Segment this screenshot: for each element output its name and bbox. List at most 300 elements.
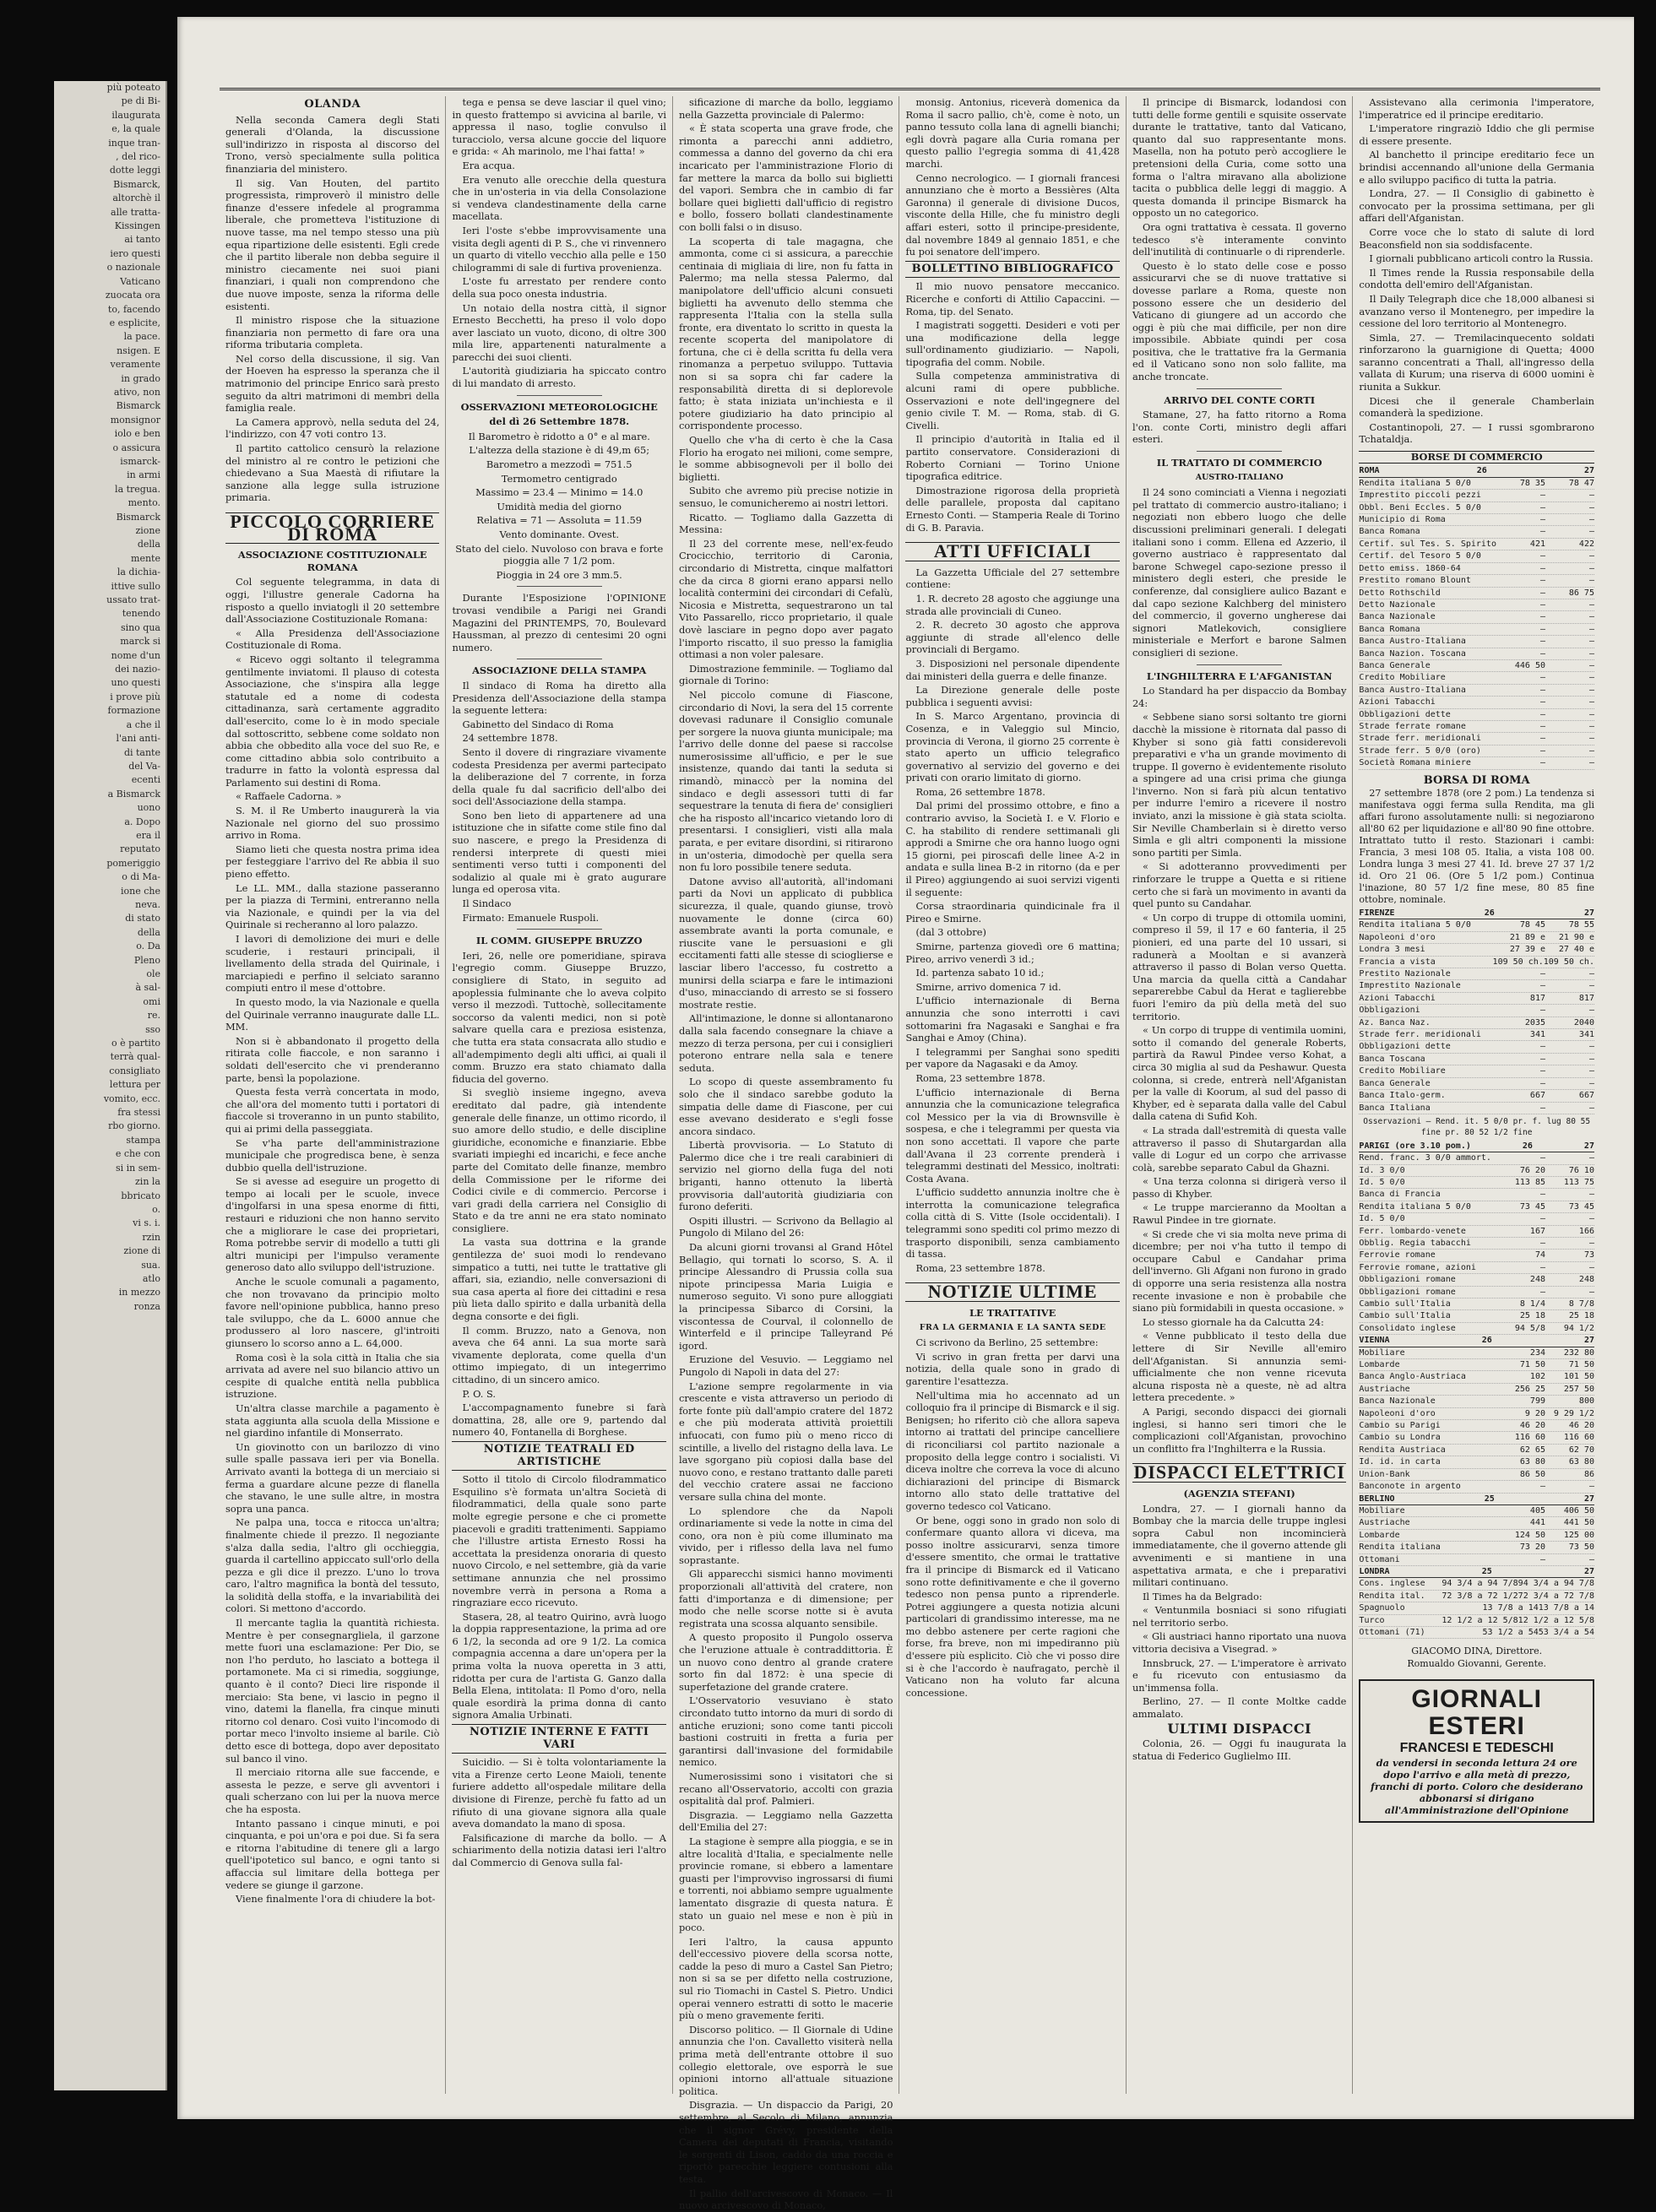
- previous-page-line: a che il: [126, 718, 160, 730]
- article-paragraph: Barometro a mezzodì = 751.5: [486, 458, 633, 471]
- article-paragraph: Londra, 27. — Il Consiglio di gabinetto è convocato per la prossima settimana, per gli affari dell'Afganistan.: [1359, 187, 1594, 225]
- article-paragraph: Col seguente telegramma, in data di oggi, l'illustre generale Cadorna ha risposto a quello inviatogli il 20 settembre dall'Associazione Costituzionale Romana:: [225, 576, 440, 626]
- market-quote: —: [1539, 969, 1545, 979]
- article-paragraph: « Un corpo di truppe di ventimila uomini, sotto il comando del generale Roberts, partirà da Rawul Pindee verso Kohat, a circa 30 miglia al sud da Peshawur. Questa colonna, si crede, entrerà nell'Afganistan per la valle di Koorum, al sud del passo di Khyber, ed è separata dalla valle del Cabul dalla catena di Sufid Koh.: [1132, 1024, 1347, 1123]
- market-header-cell: LONDRA: [1359, 1566, 1390, 1576]
- market-quote: —: [1588, 576, 1594, 586]
- market-quote: —: [1588, 624, 1594, 634]
- article-paragraph: Il mio nuovo pensatore meccanico. Ricerche e conforti di Attilio Capaccini. — Roma, tip. del Senato.: [905, 280, 1120, 317]
- market-table-row: [1359, 1226, 1594, 1238]
- market-quote: 73 20: [1519, 1542, 1545, 1553]
- article-paragraph: 2. R. decreto 30 agosto che approva aggiunte di strade all'elenco delle provinciali di Bergamo.: [905, 619, 1120, 656]
- market-quote: 94 3/4 a 94 7/8: [1518, 1579, 1594, 1589]
- market-table-row: [1359, 575, 1594, 587]
- market-security-name: Banca Generale: [1359, 1078, 1431, 1088]
- previous-page-line: bbricato: [121, 1190, 160, 1201]
- market-quote: 8 7/8: [1568, 1299, 1594, 1309]
- market-table-row: [1359, 611, 1594, 623]
- previous-page-line: monsignor: [110, 414, 160, 426]
- previous-page-line: in armi: [127, 469, 160, 481]
- market-quote: —: [1588, 1103, 1594, 1113]
- director-name: GIACOMO DINA, Direttore.: [1411, 1645, 1543, 1657]
- article-paragraph: Roma, 26 settembre 1878.: [915, 785, 1045, 798]
- market-table-row: [1359, 1384, 1594, 1396]
- market-table-berlino: [1359, 1494, 1594, 1566]
- market-table-row: [1359, 685, 1594, 697]
- market-header-cell: 27: [1583, 466, 1594, 476]
- article-paragraph: Dicesi che il generale Chamberlain comanderà la spedizione.: [1359, 394, 1594, 420]
- cronaca-article: [452, 96, 665, 390]
- market-table-row: [1359, 1262, 1594, 1274]
- article-paragraph: « Raffaele Cadorna. »: [236, 790, 342, 803]
- market-quote: —: [1588, 697, 1594, 708]
- market-quote: —: [1588, 1153, 1594, 1163]
- article-paragraph: Datone avviso all'autorità, all'indomani parti da Novi un applicato di pubblica sicurezza, il quale, quando giunse, trovò nuovamente le donne (circa 60) assembrate avanti la porta comunale, e riuscite vane le persuasioni e gli eccitamenti fatti alle stesse di scioglierse e lasciar libero l'accesso, fu costretto a munirsi della sciarpa e fare le intimazioni d'uso, minacciando di arresto se si fossero mostrate restie.: [678, 875, 893, 1011]
- article-paragraph: Il principe di Bismarck, lodandosi con tutti delle forme gentili e squisite osservate durante le trattative, tanto dal Vaticano, quanto dal suo rappresentante mons. Masella, non ha potuto però accogliere le pretensioni della Curia, come sotto una forma o l'altra miravano alla abolizione tacita o pubblica delle leggi di maggio. A questa domanda il principe Bismarck ha opposto un no categorico.: [1132, 96, 1347, 220]
- market-quote: —: [1539, 685, 1545, 695]
- previous-page-line: o assicura: [112, 442, 160, 453]
- market-security-name: Id. 5 0/0: [1359, 1214, 1405, 1224]
- previous-page-line: Vaticano: [120, 275, 160, 287]
- previous-page-line: formazione: [107, 705, 160, 717]
- market-table-row: [1359, 1287, 1594, 1298]
- article-paragraph: L'oste fu arrestato per rendere conto della sua poco onesta industria.: [452, 275, 666, 300]
- previous-page-line: fra stessi: [117, 1107, 160, 1119]
- market-quote: —: [1588, 1554, 1594, 1564]
- market-security-name: Obbligazioni romane: [1359, 1287, 1456, 1297]
- market-security-name: Obbligazioni romane: [1359, 1275, 1456, 1285]
- article-paragraph: « La strada dall'estremità di questa valle attraverso il passo di Shutargardan alla valle di Logur ed un corpo che arrivasse colà, sarebbe separato Cabul da Ghazni.: [1132, 1124, 1347, 1174]
- market-quote: —: [1539, 1482, 1545, 1492]
- market-quote: 63 80: [1568, 1457, 1594, 1467]
- article-paragraph: 3. Disposizioni nel personale dipendente dai ministeri della guerra e delle finanze.: [905, 657, 1120, 682]
- column-4: [899, 96, 1125, 2094]
- market-table-row: [1359, 1554, 1594, 1566]
- atti-ufficiali-article: [905, 567, 1119, 1275]
- market-quote: 817: [1578, 993, 1594, 1003]
- article-paragraph: Dimostrazione rigorosa della proprietà delle parallele, proposta dal capitano Ernesto Conti. — Stamperia Reale di Torino di G. B. Paravia.: [905, 484, 1120, 534]
- previous-page-line: o di Ma-: [122, 871, 160, 883]
- previous-page-line: iero questi: [110, 247, 160, 259]
- market-quote: 101 50: [1563, 1372, 1594, 1382]
- market-header-cell: VIENNA: [1359, 1336, 1390, 1346]
- market-quote: —: [1588, 1238, 1594, 1248]
- market-security-name: Credito Mobiliare: [1359, 673, 1446, 683]
- article-paragraph: Il Barometro è ridotto a 0° e al mare.: [468, 430, 650, 442]
- market-quote: —: [1588, 1066, 1594, 1076]
- market-quote: —: [1539, 648, 1545, 659]
- previous-page-line: re.: [147, 1010, 160, 1022]
- market-security-name: Austriache: [1359, 1384, 1410, 1394]
- market-quote: —: [1539, 1238, 1545, 1248]
- market-security-name: Certif. del Tesoro 5 0/0: [1359, 551, 1481, 561]
- article-paragraph: Il Daily Telegraph dice che 18,000 albanesi si avanzano verso il Montenegro, per impedire la cessione del loro territorio al Montenegro.: [1359, 292, 1594, 330]
- market-quote: —: [1588, 1042, 1594, 1052]
- masthead-signature: [1359, 1645, 1594, 1670]
- market-quote: —: [1588, 685, 1594, 695]
- previous-page-line: a Bismarck: [107, 788, 160, 800]
- previous-page-line: ai tanto: [124, 234, 160, 246]
- market-quote: 116 60: [1563, 1433, 1594, 1443]
- separator: [1197, 388, 1282, 389]
- previous-page-line: a. Dopo: [124, 816, 160, 827]
- article-paragraph: Corre voce che lo stato di salute di lord Beaconsfield non sia soddisfacente.: [1359, 225, 1594, 251]
- manager-name: Romualdo Giovanni, Gerente.: [1407, 1657, 1547, 1669]
- market-security-name: Id. 3 0/0: [1359, 1165, 1405, 1175]
- article-paragraph: « Le truppe marcieranno da Mooltan a Rawul Pindee in tre giornate.: [1132, 1201, 1347, 1227]
- article-paragraph: Sono ben lieto di appartenere ad una istituzione che in sifatte come stile fino dal suo nascere, e prego la Presidenza di rendersi interprete di questi miei sentimenti verso tutti i componenti del sodalizio al quale mi è grato augurare lunga ed operosa vita.: [452, 809, 666, 896]
- market-header-cell: 26: [1476, 466, 1487, 476]
- market-table-row: [1359, 478, 1594, 490]
- market-table-row: [1359, 1481, 1594, 1493]
- previous-page-line: la tregua.: [115, 483, 160, 495]
- market-table-roma: [1359, 465, 1594, 769]
- market-table-row: [1359, 1189, 1594, 1201]
- article-paragraph: Dimostrazione femminile. — Togliamo dal giornale di Torino:: [678, 662, 893, 687]
- market-table-firenze: [1359, 908, 1594, 1114]
- market-security-name: Strade ferr. meridionali: [1359, 734, 1481, 744]
- market-quote: —: [1539, 745, 1545, 756]
- market-table-header: [1359, 1141, 1594, 1152]
- market-header-cell: BERLINO: [1359, 1494, 1395, 1504]
- previous-page-line: ussato trat-: [106, 594, 160, 606]
- article-paragraph: La Camera approvò, nella seduta del 24, l'indirizzo, con 47 voti contro 13.: [225, 415, 440, 441]
- market-table-row: [1359, 1408, 1594, 1420]
- market-quote: —: [1539, 1103, 1545, 1113]
- market-table-row: [1359, 514, 1594, 526]
- article-paragraph: Roma così è la sola città in Italia che sia arrivata ad avere nel suo bilancio attivo un cespite di qualche entità nella pubblica istruzione.: [225, 1351, 440, 1401]
- previous-page-line: in mezzo: [118, 1287, 160, 1298]
- previous-page-line: i prove più: [110, 691, 160, 702]
- article-paragraph: La scoperta di tale magagna, che ammonta, come ci si assicura, a parecchie centinaia di migliaia di lire, non fu fatta in Palermo; ma nella stessa Palermo, dal manipolatore dell'ufficio alcuni consueti biglietti ha avvenuto dello stemma che rappresenta l'Italia con la stella sulla fronte, era diventato lo scritto in questa la recente scoperta del manipolatore di fortuna, che ci è della scritta fu della vera rinomanza a perpetuo sviluppo. Tuttavia non si sa sopra chi far cadere la responsabilità diretta di si deplorevole fatto; è stata iniziata un'inchiesta e il potere giudiziario ha dato principio al corrispondente processo.: [678, 235, 893, 432]
- article-paragraph: Ieri l'oste s'ebbe improvvisamente una visita degli agenti di P. S., che vi rinvennero un quarto di vitello vecchio alla pelle e 150 chilogrammi di sale di furtiva provenienza.: [452, 224, 666, 274]
- column-1: [220, 96, 445, 2094]
- article-paragraph: Il partito cattolico censurò la relazione del ministro al re contro le petizioni che chiedevano a Sua Maestà di rifiutare la sanzione alla legge sulla istruzione primaria.: [225, 442, 440, 504]
- market-table-row: [1359, 1238, 1594, 1250]
- article-paragraph: « Un corpo di truppe di ottomila uomini, compreso il 59, il 17 e 60 fanteria, il 25 pionieri, ed una parte del 10 ussari, si radunerà a Mooltan e si avanzerà attraverso il passo di Bolan verso Quetta. Una marcia da quella città a Candahar separerebbe Cabul da Herat e taglierebbe fuori l'emiro da più della metà del suo territorio.: [1132, 911, 1347, 1022]
- dispacci-continued: [1359, 96, 1594, 446]
- previous-page-line: atlo: [142, 1272, 160, 1284]
- article-paragraph: I lavori di demolizione dei muri e delle scuderie, i restauri principali, il livellamento della strada del Quirinale, i marciapiedi e perfino il selciato saranno compiuti entro il mese d'ottobre.: [225, 933, 440, 995]
- market-quote: 76 20: [1519, 1165, 1545, 1175]
- section-title-meteo: OSSERVAZIONI METEOROLOGICHE: [460, 400, 658, 413]
- article-paragraph: Ne palpa una, tocca e ritocca un'altra; finalmente chiede il prezzo. Il negoziante s'alza dalla sedia, l'altro gli occhieggia, guarda il cartellino appiccato sull'orlo della pezza e gli dice il prezzo. L'uno lo trova caro, l'altro magnifica la bontà del tessuto, la solidità della stoffa, e la invariabilità dei colori. Si mettono d'accordo.: [225, 1516, 440, 1615]
- market-table-row: [1359, 1456, 1594, 1468]
- article-paragraph: Se si avesse ad eseguire un progetto di tempo ai locali per le scuole, invece d'ingolfarsi in una spesa enorme di fitti, restauri e riduzioni che non hanno servito che a migliorare le case dei proprietari, Roma potrebbe servir di modello a tutti gli altri municipi per l'impulso veramente generoso dato allo sviluppo dell'istruzione.: [225, 1175, 440, 1274]
- previous-page-line: tenendo: [122, 608, 160, 620]
- market-security-name: Rendita italiana: [1359, 1542, 1441, 1553]
- market-quote: 667: [1578, 1091, 1594, 1101]
- column-3: [672, 96, 899, 2212]
- previous-page-line: di stato: [125, 913, 160, 924]
- market-table-row: [1359, 588, 1594, 599]
- market-quote: —: [1539, 734, 1545, 744]
- market-quote: —: [1588, 981, 1594, 991]
- previous-page-line: terrà qual-: [110, 1051, 160, 1063]
- previous-page-edge: [54, 81, 167, 2090]
- previous-page-line: ronza: [133, 1300, 160, 1312]
- market-security-name: Rendita Austriaca: [1359, 1445, 1446, 1455]
- previous-page-line: dotte leggi: [109, 165, 160, 176]
- market-quote: 341: [1529, 1030, 1545, 1040]
- market-security-name: Detto Nazionale: [1359, 599, 1436, 610]
- previous-page-line: lettura per: [109, 1079, 160, 1091]
- market-quote: 78 47: [1568, 478, 1594, 488]
- advertisement-giornali-esteri: [1359, 1679, 1594, 1824]
- article-paragraph: Libertà provvisoria. — Lo Statuto di Palermo dice che i tre reali carabinieri di servizio nel giorno della fuga del noti briganti, hanno ottenuto la libertà provvisoria dall'autorità giudiziaria con furono deferiti.: [678, 1139, 893, 1213]
- afganistan-article: [1132, 685, 1346, 1455]
- market-table-row: [1359, 1201, 1594, 1213]
- market-security-name: Ferrovie romane, azioni: [1359, 1262, 1476, 1272]
- previous-page-line: del Va-: [128, 760, 160, 772]
- piccolo-corriere-article: [225, 576, 439, 1905]
- trattato-subtitle: AUSTRO-ITALIANO: [1195, 472, 1284, 482]
- trattative-article: [905, 1336, 1119, 1699]
- market-header-cell: 27: [1583, 1141, 1594, 1151]
- article-paragraph: « Venne pubblicato il testo della due lettere di Sir Neville all'emiro dell'Afganistan. Si annunzia semi-ufficialmente che non venne ricevuta alcuna risposta nè a queste, nè ad altra lettera precedente. »: [1132, 1330, 1347, 1404]
- article-paragraph: Sulla competenza amministrativa di alcuni rami di opere pubbliche. Osservazioni e note dell'ingegnere del genio civile T. M. — Roma, stab. di G. Civelli.: [905, 370, 1120, 431]
- previous-page-line: e che con: [115, 1148, 160, 1160]
- market-security-name: Banca Austro-Italiana: [1359, 685, 1466, 695]
- previous-page-line: mente: [131, 552, 160, 564]
- article-paragraph: Il comm. Bruzzo, nato a Genova, non aveva che 64 anni. La sua morte sarà vivamente deplorata, come quella d'un ottimo impiegato, di un integerrimo cittadino, di un sincero amico.: [452, 1324, 666, 1385]
- market-security-name: Rendita italiana 5 0/0: [1359, 478, 1471, 488]
- article-paragraph: Massimo = 23.4 — Minimo = 14.0: [475, 486, 643, 499]
- market-table-row: [1359, 1165, 1594, 1177]
- previous-page-line: Pleno: [133, 954, 160, 966]
- article-paragraph: Londra, 27. — I giornali hanno da Bombay che la marcia delle truppe inglesi sopra Cabul non incomincierà immediatamente, che il governo attende gli avvenimenti e si mantiene in una aspettativa armata, e che i preparativi militari continuano.: [1132, 1502, 1347, 1589]
- separator: [1197, 664, 1282, 665]
- market-security-name: Lombarde: [1359, 1530, 1400, 1540]
- market-quote: 63 80: [1519, 1457, 1545, 1467]
- market-quote: 21 90 e: [1558, 932, 1594, 942]
- market-table-row: [1359, 648, 1594, 660]
- market-header-cell: 26: [1484, 908, 1495, 918]
- market-security-name: Azioni Tabacchi: [1359, 697, 1436, 708]
- market-quote: —: [1588, 660, 1594, 670]
- article-paragraph: L'autorità giudiziaria ha spiccato contro di lui mandato di arresto.: [452, 365, 666, 390]
- previous-page-line: à sal-: [135, 982, 160, 994]
- market-table-row: [1359, 919, 1594, 931]
- market-quote: 405: [1529, 1505, 1545, 1515]
- ultimi-dispacci-article: Colonia, 26. — Oggi fu inaugurata la statua di Federico Guglielmo III.: [1132, 1738, 1347, 1762]
- market-quote: —: [1539, 1066, 1545, 1076]
- market-security-name: Azioni Tabacchi: [1359, 993, 1436, 1003]
- market-quote: —: [1539, 673, 1545, 683]
- article-paragraph: L'Osservatorio vesuviano è stato circondato tutto intorno da muri di sordo di antiche eruzioni; sono come tanti piccoli bastioni costruiti in fretta a furia per garantirsi dall'invasione del formidabile nemico.: [678, 1694, 893, 1769]
- previous-page-line: la pace.: [123, 331, 160, 343]
- market-quote: 799: [1529, 1396, 1545, 1407]
- market-table-row: [1359, 1177, 1594, 1189]
- market-security-name: Detto Rothschild: [1359, 588, 1441, 598]
- article-paragraph: La vasta sua dottrina e la grande gentilezza de' suoi modi lo rendevano simpatico a tutti, nei tutte le trattative gli affari, sia, eziandio, nelle conversazioni di sua casa aperta al fiore dei cittadini e resa più lieta dallo spirito e dalla urbanità della degna consorte e dei figli.: [452, 1236, 666, 1323]
- separator: [517, 586, 602, 587]
- article-paragraph: Il sindaco di Roma ha diretto alla Presidenza dell'Associazione della stampa la seguente lettera:: [452, 679, 666, 717]
- market-security-name: Imprestito piccoli pezzi: [1359, 491, 1481, 501]
- olanda-article: [225, 114, 439, 504]
- market-security-name: Spagnuolo: [1359, 1603, 1405, 1613]
- market-quote: 78 45: [1519, 920, 1545, 930]
- market-quote: 46 20: [1568, 1421, 1594, 1431]
- previous-page-line: pe di Bi-: [121, 95, 160, 107]
- market-header-cell: 25: [1481, 1566, 1492, 1576]
- market-security-name: Strade ferrate romane: [1359, 721, 1466, 731]
- market-quote: —: [1539, 1287, 1545, 1297]
- market-quote: —: [1588, 1482, 1594, 1492]
- previous-page-line: ativo, non: [113, 386, 160, 398]
- market-quote: —: [1539, 1214, 1545, 1224]
- header-rule: [220, 88, 1600, 94]
- market-quote: —: [1588, 1054, 1594, 1064]
- previous-page-line: nome d'un: [111, 649, 160, 661]
- market-table-row: [1359, 1090, 1594, 1102]
- article-paragraph: Lo stesso giornale ha da Calcutta 24:: [1142, 1315, 1324, 1328]
- market-security-name: Obblig. Regia tabacchi: [1359, 1238, 1471, 1248]
- market-quote: 73 45: [1568, 1201, 1594, 1212]
- market-quote: —: [1588, 612, 1594, 622]
- article-paragraph: Roma, 23 settembre 1878.: [915, 1071, 1045, 1084]
- previous-page-line: veramente: [110, 359, 160, 371]
- market-quote: 76 10: [1568, 1165, 1594, 1175]
- article-paragraph: Simla, 27. — Tremilacinquecento soldati rinforzarono la guarnigione di Quetta; 4000 saranno concentrati a Thall, all'ingresso della vallata di Kurum; una riserva di 6000 uomini è riunita a Sukkur.: [1359, 331, 1594, 393]
- market-quote: —: [1588, 734, 1594, 744]
- market-quote: 667: [1529, 1091, 1545, 1101]
- bruzzo-article: [452, 950, 665, 1439]
- article-paragraph: Intanto passano i cinque minuti, e poi cinquanta, e poi un'ora e poi due. Si fa sera e ritorna l'abitudine di tenere gli a largo quell'ipotetico sul banco, e ogni tanto si affaccia sul limitare della bottega per vedere se giunge il garzone.: [225, 1817, 440, 1891]
- market-quote: 441 50: [1563, 1518, 1594, 1528]
- market-quote: 73: [1583, 1250, 1594, 1261]
- market-security-name: Detto emiss. 1860-64: [1359, 563, 1461, 573]
- previous-page-line: vi s. i.: [133, 1217, 160, 1229]
- trattative-continued: [1132, 96, 1346, 383]
- market-header-cell: FIRENZE: [1359, 908, 1395, 918]
- market-quote: 441: [1529, 1518, 1545, 1528]
- separator: [517, 395, 602, 396]
- market-table-row: [1359, 1347, 1594, 1359]
- previous-page-line: Bismarck: [116, 400, 160, 412]
- section-title-stampa: ASSOCIAZIONE DELLA STAMPA: [472, 664, 647, 677]
- market-security-name: Ferr. lombardo-venete: [1359, 1226, 1466, 1236]
- meteo-lines: [452, 431, 665, 582]
- previous-page-line: stampa: [126, 1134, 160, 1146]
- market-table-row: [1359, 599, 1594, 611]
- market-quote: —: [1588, 1287, 1594, 1297]
- trattato-article: Il 24 sono cominciati a Vienna i negoziati pel trattato di commercio austro-italiano; i negoziati non ebbero luogo che delle discussioni preliminari generali. I delegati italiani sono i comm. Ellena ed Azzerio, il governo austriaco è rappresentato dal barone Schwegel capo-sezione presso il ministero degli esteri, che preside le conferenze, dal consigliere aulico Bazant e dal capo sezione Kalchberg del ministero del commercio, il governo ungherese dai signori Matlekovich, consigliere ministeriale e Merfort e barone Salmen consiglieri di sezione.: [1132, 486, 1347, 659]
- market-table-row: [1359, 993, 1594, 1005]
- market-header-cell: 26: [1481, 1336, 1492, 1346]
- article-paragraph: L'azione sempre regolarmente in via crescente e vista attraverso un periodo di forte fonte più dall'ampio cratere del 1872 e che più moderata attività proiettili infuocati, con fumo più o meno ricco di scintille, a livello del ristagno della lava. Le lave sgorgano più copiosi dalla base del nuovo cono, e restano trattanto dalle pareti del vecchio cratere assai ne facciono versare sulla china del monte.: [678, 1380, 893, 1503]
- article-paragraph: Smirne, arrivo domenica 7 id.: [915, 980, 1061, 993]
- article-paragraph: L'accompagnamento funebre si farà domattina, 28, alle ore 9, partendo dal numero 40, Fontanella di Borghese.: [452, 1401, 666, 1439]
- market-quote: —: [1588, 1078, 1594, 1088]
- market-quote: —: [1539, 721, 1545, 731]
- section-title-olanda: OLANDA: [304, 98, 361, 111]
- market-security-name: Strade ferr. meridionali: [1359, 1030, 1481, 1040]
- article-paragraph: Id. partenza sabato 10 id.;: [915, 967, 1045, 979]
- previous-page-line: inque tran-: [108, 137, 160, 149]
- article-paragraph: Al banchetto il principe ereditario fece un brindisi accennando all'unione della Germania e allo sviluppo pacifico di tutta la patria.: [1359, 149, 1594, 186]
- market-security-name: Austriache: [1359, 1518, 1410, 1528]
- article-paragraph: « Sebbene siano sorsi soltanto tre giorni dacchè la missione è ritornata dal passo di Khyber si sono già fatti considerevoli preparativi e v'ha un grande movimento di truppe. Il governo è evidentemente risoluto a spingere ad una crisi prima che giunga l'inverno. Non si farà più alcun tentativo per indurre l'emiro a ricevere il nostro inviato, anzi la missione è già stata sciolta. Sir Neville Chamberlain si è diretto verso Simla e gli altri componenti la missione sono partiti per Simla.: [1132, 711, 1347, 859]
- article-paragraph: Eruzione del Vesuvio. — Leggiamo nel Pungolo di Napoli in data del 27:: [678, 1353, 893, 1378]
- previous-page-text: [54, 81, 166, 1314]
- market-quote: —: [1539, 1190, 1545, 1200]
- market-quote: 256 25: [1514, 1384, 1545, 1394]
- market-security-name: Turco: [1359, 1615, 1385, 1625]
- market-quote: 113 85: [1514, 1177, 1545, 1187]
- previous-page-line: sso: [145, 1023, 160, 1035]
- market-security-name: Prestito romano Blount: [1359, 576, 1471, 586]
- market-quote: 25 18: [1519, 1311, 1545, 1321]
- article-paragraph: L'altezza della stazione è di 49,m 65;: [469, 444, 650, 457]
- article-paragraph: Ospiti illustri. — Scrivono da Bellagio al Pungolo di Milano del 26:: [678, 1214, 893, 1239]
- article-paragraph: Quello che v'ha di certo è che la Casa Florio ha erogato nei milioni, come sempre, le somme abbisognevoli per il bollo dei biglietti.: [678, 434, 893, 483]
- article-paragraph: Numerosissimi sono i visitatori che si recano all'Osservatorio, accolti con grazia ospitalità dal prof. Palmieri.: [678, 1770, 893, 1808]
- article-paragraph: Gabinetto del Sindaco di Roma: [462, 718, 614, 730]
- market-security-name: Lombarde: [1359, 1360, 1400, 1370]
- article-paragraph: Il Times ha da Belgrado:: [1142, 1590, 1262, 1602]
- market-quote: 248: [1578, 1275, 1594, 1285]
- market-quote: —: [1539, 576, 1545, 586]
- article-paragraph: In S. Marco Argentano, provincia di Cosenza, e in Valeggio sul Mincio, provincia di Verona, il giorno 25 corrente è stato aperto un ufficio telegrafico governativo al servizio del governo e dei privati con orario limitato di giorno.: [905, 710, 1120, 784]
- article-paragraph: Il principio d'autorità in Italia ed il partito conservatore. Considerazioni di Roberto Corniani — Torino Unione tipografica editrice.: [905, 433, 1120, 483]
- previous-page-line: pomeriggio: [106, 857, 160, 869]
- article-paragraph: Questa festa verrà concertata in modo, che all'ora del momento tutti i portatori di fiaccole si troveranno in un punto stabilito, qui ai primi della passeggiata.: [225, 1086, 440, 1135]
- article-paragraph: Discorso politico. — Il Giornale di Udine annunzia che l'on. Cavalletto visiterà nella prima metà dell'entrante ottobre il suo collegio elettorale, ove esporrà le sue opinioni intorno all'attuale situazione politica.: [678, 2023, 893, 2097]
- article-paragraph: Il mercante taglia la quantità richiesta. Mentre è per consegnargliela, il garzone mette fuori una esclamazione: Per Dio, se non l'ho perduto, ho lasciato a bottega il portamonete. Ma ci si rimedia, soggiunge, quanto è il conto? Dieci lire risponde il merciaio: Sta bene, vi lascio in pegno il vino, datemi la flanella, fra cinque minuti ritorno col denaro. Così vuito l'incomodo di portar meco l'involto insieme al barile. Ciò detto esce di bottega, dopo aver depositato sul banco il vino.: [225, 1617, 440, 1765]
- market-quote: —: [1539, 551, 1545, 561]
- market-quote: —: [1588, 491, 1594, 501]
- market-quote: 94 1/2: [1563, 1323, 1594, 1333]
- market-header-cell: 27: [1583, 1494, 1594, 1504]
- market-table-row: [1359, 1310, 1594, 1322]
- article-paragraph: Il Times rende la Russia responsabile della condotta dell'emiro dell'Afganistan.: [1359, 266, 1594, 291]
- market-security-name: Id. 5 0/0: [1359, 1177, 1405, 1187]
- market-table-row: [1359, 1591, 1594, 1602]
- market-quote: 13 7/8 a 14: [1482, 1603, 1539, 1613]
- article-paragraph: Il Sindaco: [462, 897, 512, 910]
- article-paragraph: « Alla Presidenza dell'Associazione Costituzionale di Roma.: [225, 626, 440, 652]
- market-quote: —: [1539, 491, 1545, 501]
- section-title-teatri: NOTIZIE TEATRALI ED ARTISTICHE: [452, 1441, 665, 1471]
- article-paragraph: « Gli austriaci hanno riportato una nuova vittoria decisiva a Visegrad. »: [1132, 1630, 1347, 1656]
- previous-page-line: della: [137, 926, 160, 938]
- market-security-name: Obbl. Beni Eccles. 5 0/0: [1359, 502, 1481, 512]
- market-security-name: Società Romana miniere: [1359, 758, 1471, 768]
- article-paragraph: « Si crede che vi sia molta neve prima di dicembre; per noi v'ha tutto il tempo di occupare Cabul e Candahar prima dell'inverno. Gli Afgani non furono in grado di opporre una seria resistenza alla nostra recente invasione e non è probabile che siano più formidabili in questa occasione. »: [1132, 1228, 1347, 1315]
- market-security-name: Banca Nazion. Toscana: [1359, 648, 1466, 659]
- previous-page-line: ole: [146, 968, 160, 979]
- market-table-row: [1359, 636, 1594, 648]
- market-table-row: [1359, 1602, 1594, 1614]
- ad-title: GIORNALI ESTERI: [1411, 1684, 1543, 1740]
- previous-page-line: o nazionale: [106, 262, 160, 274]
- article-paragraph: Smirne, partenza giovedì ore 6 mattina; Pireo, arrivo venerdì 3 id.;: [905, 941, 1120, 965]
- previous-page-line: di tante: [123, 746, 160, 758]
- previous-page-line: dei nazio-: [115, 664, 160, 675]
- market-quote: 46 20: [1519, 1421, 1545, 1431]
- article-paragraph: Il 23 del corrente mese, nell'ex-feudo Crocicchio, territorio di Caronia, circondario di Mistretta, cinque malfattori che da circa 8 giorni erano apparsi nello località contermini dei circondari di Cefalù, Nicosia e Mistretta, sequestrarono un tal Vito Passarello, ricco proprietario, il quale dovè lasciare in pegno dopo aver pagato l'importo riscatto, il suo presso la famiglia ottimasi a non voler palesare.: [678, 537, 893, 661]
- market-quote: —: [1539, 1054, 1545, 1064]
- market-table-row: [1359, 1152, 1594, 1164]
- section-title-bollettino: BOLLETTINO BIBLIOGRAFICO: [905, 261, 1119, 279]
- market-header-cell: 27: [1583, 1336, 1594, 1346]
- market-quote: 12 1/2 a 12 5/8: [1518, 1615, 1594, 1625]
- previous-page-line: si in sem-: [115, 1162, 160, 1174]
- article-paragraph: Il ministro rispose che la situazione finanziaria non permetto di fare ora una riforma tributaria completa.: [225, 314, 440, 351]
- market-security-name: Ottomani: [1359, 1554, 1400, 1564]
- article-paragraph: Firmato: Emanuele Ruspoli.: [462, 911, 600, 924]
